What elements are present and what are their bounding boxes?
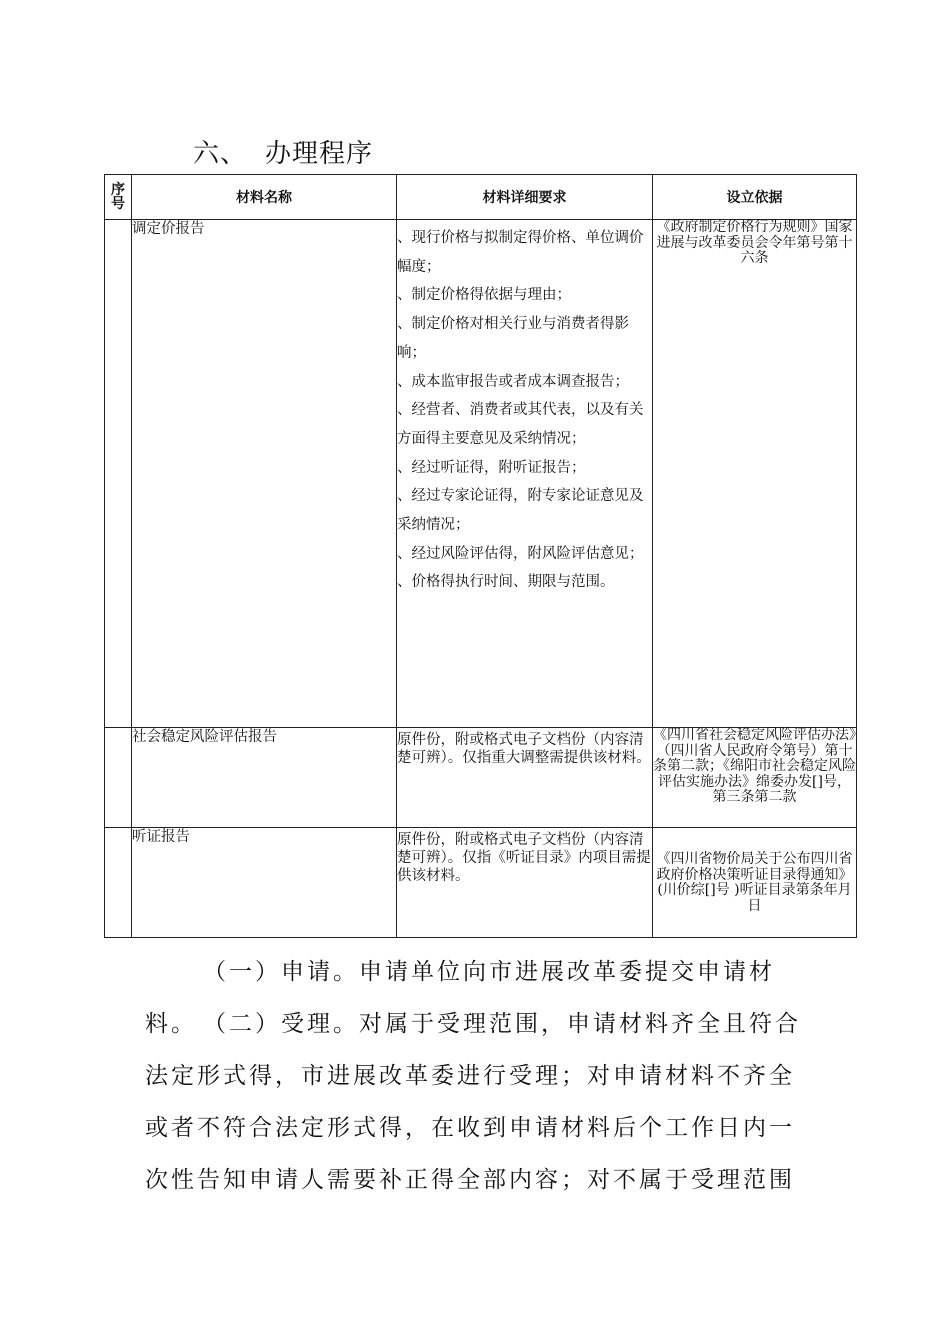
detail-item: 、成本监审报告或者成本调查报告； [397,373,629,390]
detail-item: 、经营者、消费者或其代表，以及有关方面得主要意见及采纳情况； [397,402,644,447]
material-detail: 原件份，附或格式电子文档份（内容清楚可辨）。仅指重大调整需提供该材料。 [397,728,653,828]
detail-item: 、制定价格对相关行业与消费者得影响； [397,316,629,361]
header-name: 材料名称 [132,175,397,220]
header-detail: 材料详细要求 [397,175,653,220]
detail-item: 、现行价格与拟制定得价格、单位调价幅度； [397,230,644,275]
detail-item: 、价格得执行时间、期限与范围。 [397,574,615,591]
material-name: 听证报告 [132,828,397,938]
material-name: 社会稳定风险评估报告 [132,728,397,828]
legal-basis: 《四川省社会稳定风险评估办法》（四川省人民政府令第号）第十条第二款；《绵阳市社会稳定风险评估实施办法》绵委办发[]号，第三条第二款 [653,728,857,828]
table-row [105,728,857,828]
row-seq [105,828,132,938]
table-header-row [105,175,857,220]
table-row [105,220,857,728]
row-seq [105,220,132,728]
legal-basis: 《四川省物价局关于公布四川省政府价格决策听证目录得通知》(川价综[]号 )听证目录第条年月日 [653,828,857,938]
header-basis: 设立依据 [653,175,857,220]
material-detail [397,220,653,728]
detail-item: 、制定价格得依据与理由； [397,287,571,304]
detail-item: 、经过听证得，附听证报告； [397,459,586,476]
row-seq [105,728,132,828]
material-detail: 原件份，附或格式电子文档份（内容清楚可辨）。仅指《听证目录》内项目需提供该材料。 [397,828,653,938]
detail-item: 、经过风险评估得，附风险评估意见； [397,545,644,562]
section-heading [193,133,373,170]
section-number: 六、 [193,139,248,169]
materials-table [104,174,857,938]
paragraph-apply: （一）申请。申请单位向市进展改革委提交申请材料。 [145,959,775,1037]
material-name: 调定价报告 [132,220,397,728]
table-row [105,828,857,938]
legal-basis: 《政府制定价格行为规则》国家进展与改革委员会令年第号第十六条 [653,220,857,728]
detail-item: 、经过专家论证得，附专家论证意见及采纳情况； [397,488,644,534]
paragraph-accept: （二）受理。对属于受理范围，申请材料齐全且符合法定形式得，市进展改革委进行受理；对申请材料不齐全或者不符合法定形式得，在收到申请材料后个工作日内一次性告知申请人需要补正得全部内容；对不属于受理范围 [145,1011,801,1193]
header-seq: 序号 [105,175,132,220]
section-title: 办理程序 [265,139,374,169]
